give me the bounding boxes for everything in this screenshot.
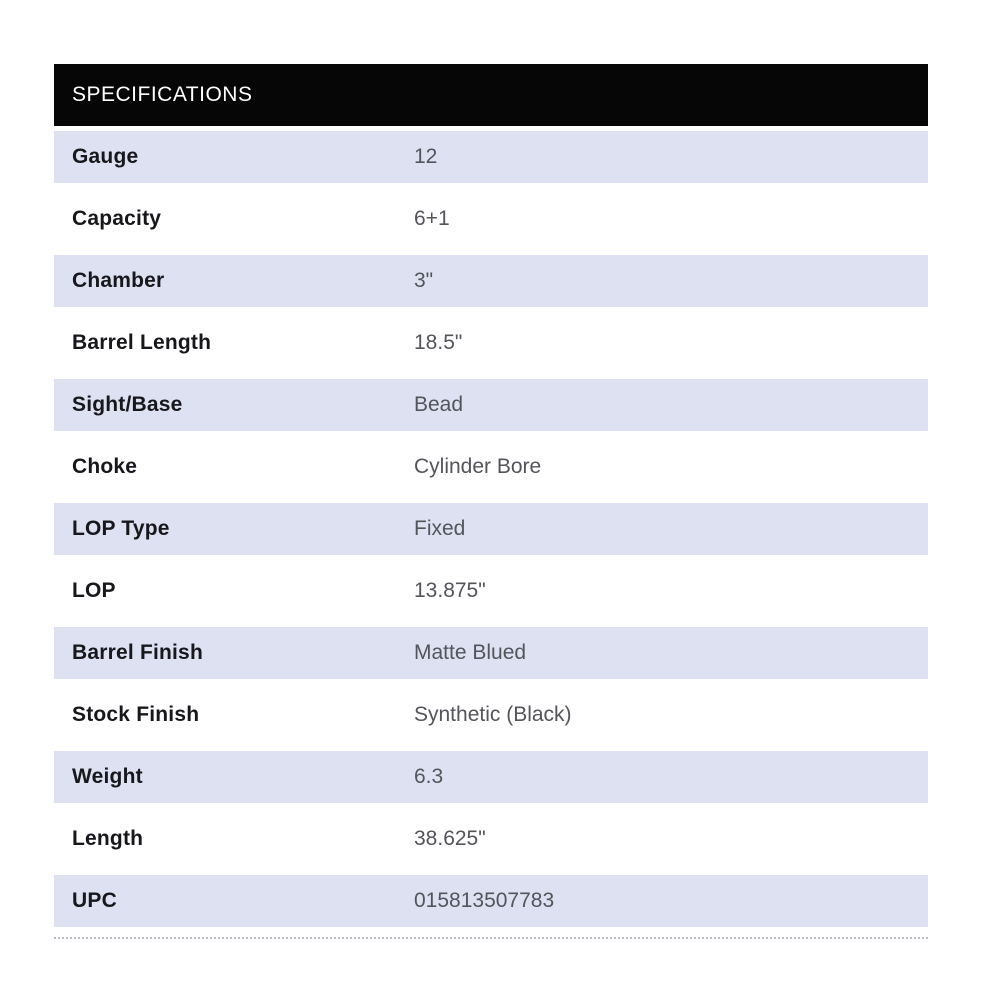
spec-value: 13.875"	[414, 579, 486, 602]
table-row	[54, 193, 928, 245]
spec-label: Sight/Base	[72, 393, 183, 416]
spec-label: Choke	[72, 455, 138, 478]
spec-label: Weight	[72, 765, 143, 788]
spec-label: Gauge	[72, 145, 139, 168]
spec-label: UPC	[72, 889, 117, 912]
table-row	[54, 441, 928, 493]
spec-label: Barrel Finish	[72, 641, 203, 664]
specifications-header	[54, 64, 928, 126]
spec-label: Barrel Length	[72, 331, 212, 354]
specifications-table	[54, 64, 928, 939]
spec-value: 6.3	[414, 765, 444, 788]
table-row	[54, 131, 928, 183]
table-row	[54, 503, 928, 555]
spec-label: Chamber	[72, 269, 165, 292]
spec-value: 6+1	[414, 207, 450, 230]
spec-value: 18.5"	[414, 331, 463, 354]
table-row	[54, 565, 928, 617]
spec-value: 3"	[414, 269, 434, 292]
spec-value: 015813507783	[414, 889, 555, 912]
spec-label: Stock Finish	[72, 703, 200, 726]
spec-label: Capacity	[72, 207, 162, 230]
table-bottom-divider	[54, 937, 928, 939]
spec-value: Bead	[414, 393, 464, 416]
table-row	[54, 317, 928, 369]
spec-value: 12	[414, 145, 438, 168]
spec-label: Length	[72, 827, 144, 850]
spec-label: LOP	[72, 579, 116, 602]
table-row	[54, 379, 928, 431]
table-row	[54, 813, 928, 865]
table-row	[54, 627, 928, 679]
spec-value: Fixed	[414, 517, 466, 540]
spec-value: Synthetic (Black)	[414, 703, 572, 726]
table-row	[54, 255, 928, 307]
specifications-header-title: SPECIFICATIONS	[72, 83, 253, 106]
table-row	[54, 689, 928, 741]
spec-label: LOP Type	[72, 517, 170, 540]
table-row	[54, 875, 928, 927]
spec-value: Cylinder Bore	[414, 455, 542, 478]
table-row	[54, 751, 928, 803]
spec-value: 38.625"	[414, 827, 486, 850]
spec-value: Matte Blued	[414, 641, 527, 664]
